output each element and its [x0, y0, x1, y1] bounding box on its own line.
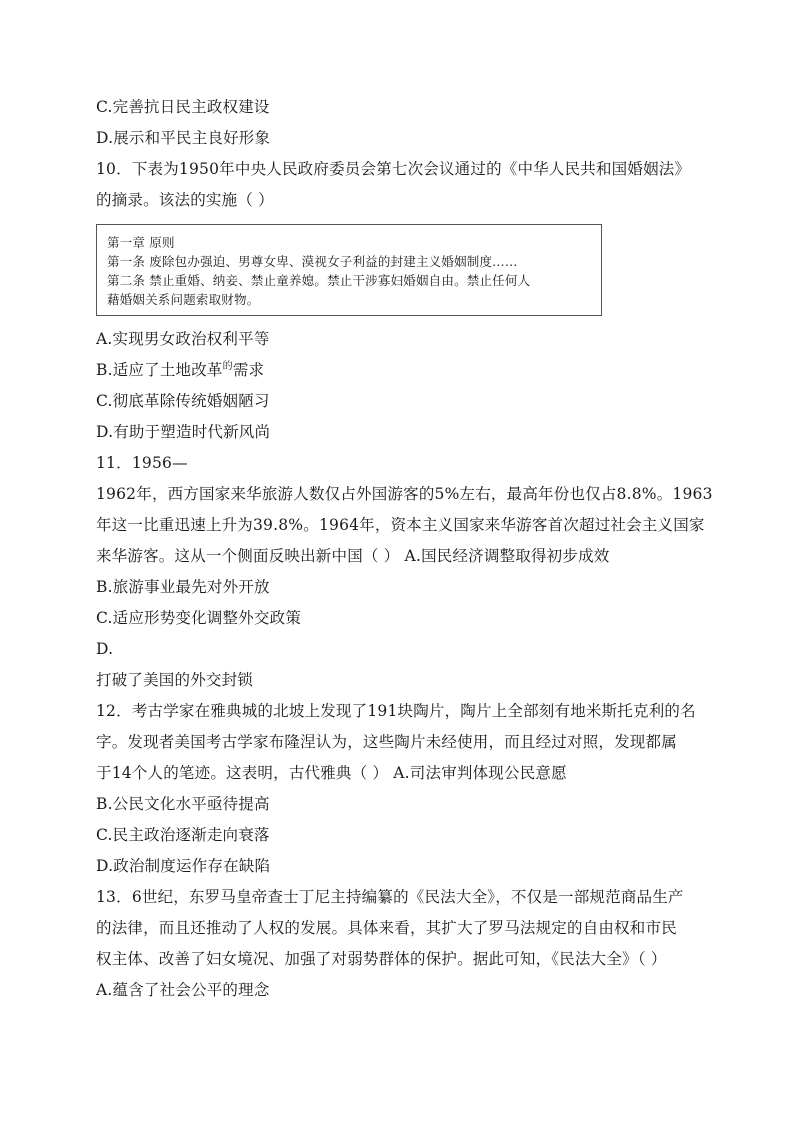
marriage-law-excerpt-box: [96, 224, 602, 316]
q11-option-d: D.: [96, 640, 114, 658]
q11-line3: 年这一比重迅速上升为39.8%。1964年，资本主义国家来华游客首次超过社会主义国家: [96, 516, 705, 534]
excerpt-line: 第一章 原则: [107, 235, 175, 250]
q11-line1: 11．1956—: [96, 454, 188, 472]
q10-option-d: D.有助于塑造时代新风尚: [96, 423, 271, 441]
q10-option-b-superscript: 的: [222, 361, 233, 372]
excerpt-line: 藉婚姻关系问题索取财物。: [107, 292, 260, 307]
q10-option-a: A.实现男女政治权利平等: [96, 330, 270, 348]
q12-line1: 12．考古学家在雅典城的北坡上发现了191块陶片，陶片上全部刻有地米斯托克利的名: [96, 702, 696, 720]
q12-option-d: D.政治制度运作存在缺陷: [96, 857, 271, 875]
q10-stem-line1: 10．下表为1950年中央人民政府委员会第七次会议通过的《中华人民共和国婚姻法》: [96, 160, 691, 178]
q12-line2: 字。发现者美国考古学家布隆涅认为，这些陶片未经使用，而且经过对照，发现都属: [96, 733, 677, 751]
q10-option-b: [96, 355, 700, 386]
q13-line3: 权主体、改善了妇女境况、加强了对弱势群体的保护。据此可知，《民法大全》（ ）: [96, 950, 667, 968]
q10-option-b-text: B.适应了土地改革: [96, 361, 223, 379]
q12-line3: 于14个人的笔迹。这表明，古代雅典（ ） A.司法审判体现公民意愿: [96, 764, 567, 782]
q11-option-b: B.旅游事业最先对外开放: [96, 578, 270, 596]
excerpt-line: 第二条 禁止重婚、纳妾、禁止童养媳。禁止干涉寡妇婚姻自由。禁止任何人: [107, 273, 531, 288]
question-12: [96, 696, 700, 882]
question-13: [96, 882, 700, 1006]
q10-option-c: C.彻底革除传统婚姻陋习: [96, 392, 270, 410]
document-page: [96, 92, 713, 1006]
q10-stem-line2: 的摘录。该法的实施（ ）: [96, 191, 274, 209]
q13-option-a: A.蕴含了社会公平的理念: [96, 981, 270, 999]
question-10: [96, 154, 700, 448]
q13-line2: 的法律，而且还推动了人权的发展。具体来看，其扩大了罗马法规定的自由权和市民: [96, 919, 677, 937]
question-11: [96, 448, 713, 696]
q9-option-d: D.展示和平民主良好形象: [96, 129, 271, 147]
excerpt-line: 第一条 废除包办强迫、男尊女卑、漠视女子利益的封建主义婚姻制度……: [107, 254, 518, 269]
q11-line2: 1962年，西方国家来华旅游人数仅占外国游客的5%左右，最高年份也仅占8.8%。1963: [96, 485, 713, 503]
q12-option-b: B.公民文化水平亟待提高: [96, 795, 270, 813]
q9-option-c: C.完善抗日民主政权建设: [96, 98, 270, 116]
q13-line1: 13．6世纪，东罗马皇帝查士丁尼主持编纂的《民法大全》，不仅是一部规范商品生产: [96, 888, 684, 906]
q11-option-c: C.适应形势变化调整外交政策: [96, 609, 302, 627]
q10-option-b-text-end: 需求: [232, 361, 265, 379]
q12-option-c: C.民主政治逐渐走向衰落: [96, 826, 270, 844]
q11-option-d-text: 打破了美国的外交封锁: [96, 671, 254, 689]
q11-line4: 来华游客。这从一个侧面反映出新中国（ ） A.国民经济调整取得初步成效: [96, 547, 610, 565]
